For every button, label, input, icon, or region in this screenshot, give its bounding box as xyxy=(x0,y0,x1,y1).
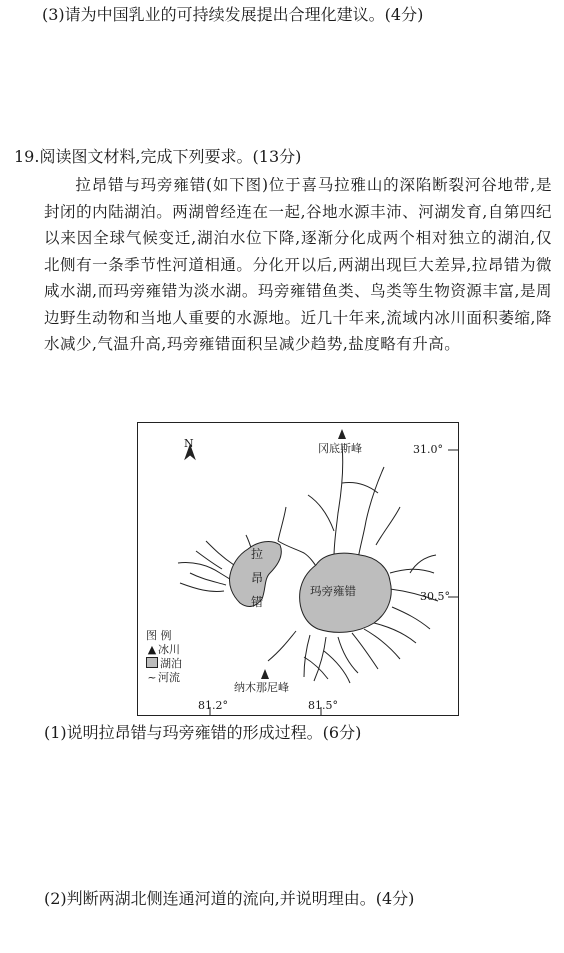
glacier-icon xyxy=(261,669,269,679)
question-19-heading: 19.阅读图文材料,完成下列要求。(13分) xyxy=(14,147,302,166)
river xyxy=(334,445,343,557)
question-19-material xyxy=(44,172,552,358)
lon-right-label: 81.5° xyxy=(308,699,338,712)
river xyxy=(178,562,233,581)
river xyxy=(392,607,430,629)
map-drawing xyxy=(138,423,460,717)
river xyxy=(376,507,400,545)
lat-mid-label: 30.5° xyxy=(420,590,450,603)
river xyxy=(364,629,400,659)
glacier-icon: ▲ xyxy=(147,643,157,656)
material-text: 拉昂错与玛旁雍错(如下图)位于喜马拉雅山的深陷断裂河谷地带,是封闭的内陆湖泊。两湖曾经连在一起,谷地水源丰沛、河湖发育,自第四纪以来因全球气候变迁,湖泊水位下降,逐渐分化成两个相对独立的湖泊,仅北侧有一条季节性河道相通。分化开以后,两湖出现巨大差异,拉昂错为微咸水湖,而玛旁雍错为淡水湖。玛旁雍错鱼类、鸟类等生物资源丰富,是周边野生动物和当地人重要的水源地。近几十年来,流域内冰川面积萎缩,降水减少,气温升高,玛旁雍错面积呈减少趋势,盐度略有升高。 xyxy=(44,176,552,353)
river xyxy=(278,541,318,569)
lat-top-label: 31.0° xyxy=(413,443,443,456)
river xyxy=(196,551,222,569)
river xyxy=(352,633,378,669)
river-line-icon: ~ xyxy=(147,671,157,684)
legend-river xyxy=(146,671,180,684)
lake-lhanag-char-1: 拉 xyxy=(250,547,263,561)
legend-river-label: 河流 xyxy=(158,671,180,684)
river xyxy=(278,507,286,541)
lon-left-label: 81.2° xyxy=(198,699,228,712)
river xyxy=(268,631,296,661)
legend-lake-label: 湖泊 xyxy=(160,657,182,670)
legend-glacier-label: 冰川 xyxy=(158,643,180,656)
legend-glacier xyxy=(146,643,180,656)
peak-gangdise-label: 冈底斯峰 xyxy=(318,442,362,455)
river xyxy=(358,467,384,559)
peak-naimona-label: 纳木那尼峰 xyxy=(234,681,289,694)
question-19-part-2: (2)判断两湖北侧连通河道的流向,并说明理由。(4分) xyxy=(44,889,415,908)
legend-title: 图 例 xyxy=(146,629,172,642)
river xyxy=(342,482,378,493)
north-label: N xyxy=(184,437,194,450)
lake-lhanag-char-3: 错 xyxy=(250,595,263,609)
lake-swatch-icon xyxy=(146,657,158,668)
river xyxy=(180,583,224,592)
glacier-icon xyxy=(338,429,346,439)
river xyxy=(304,635,310,677)
legend-lake xyxy=(146,657,182,670)
question-3: (3)请为中国乳业的可持续发展提出合理化建议。(4分) xyxy=(42,5,424,24)
lake-lhanag-char-2: 昂 xyxy=(250,571,263,585)
river xyxy=(308,495,334,531)
question-19-part-1: (1)说明拉昂错与玛旁雍错的形成过程。(6分) xyxy=(44,723,362,742)
river xyxy=(190,573,226,585)
lake-mapam-yumco-label: 玛旁雍错 xyxy=(310,584,356,598)
lake-map xyxy=(137,422,459,716)
